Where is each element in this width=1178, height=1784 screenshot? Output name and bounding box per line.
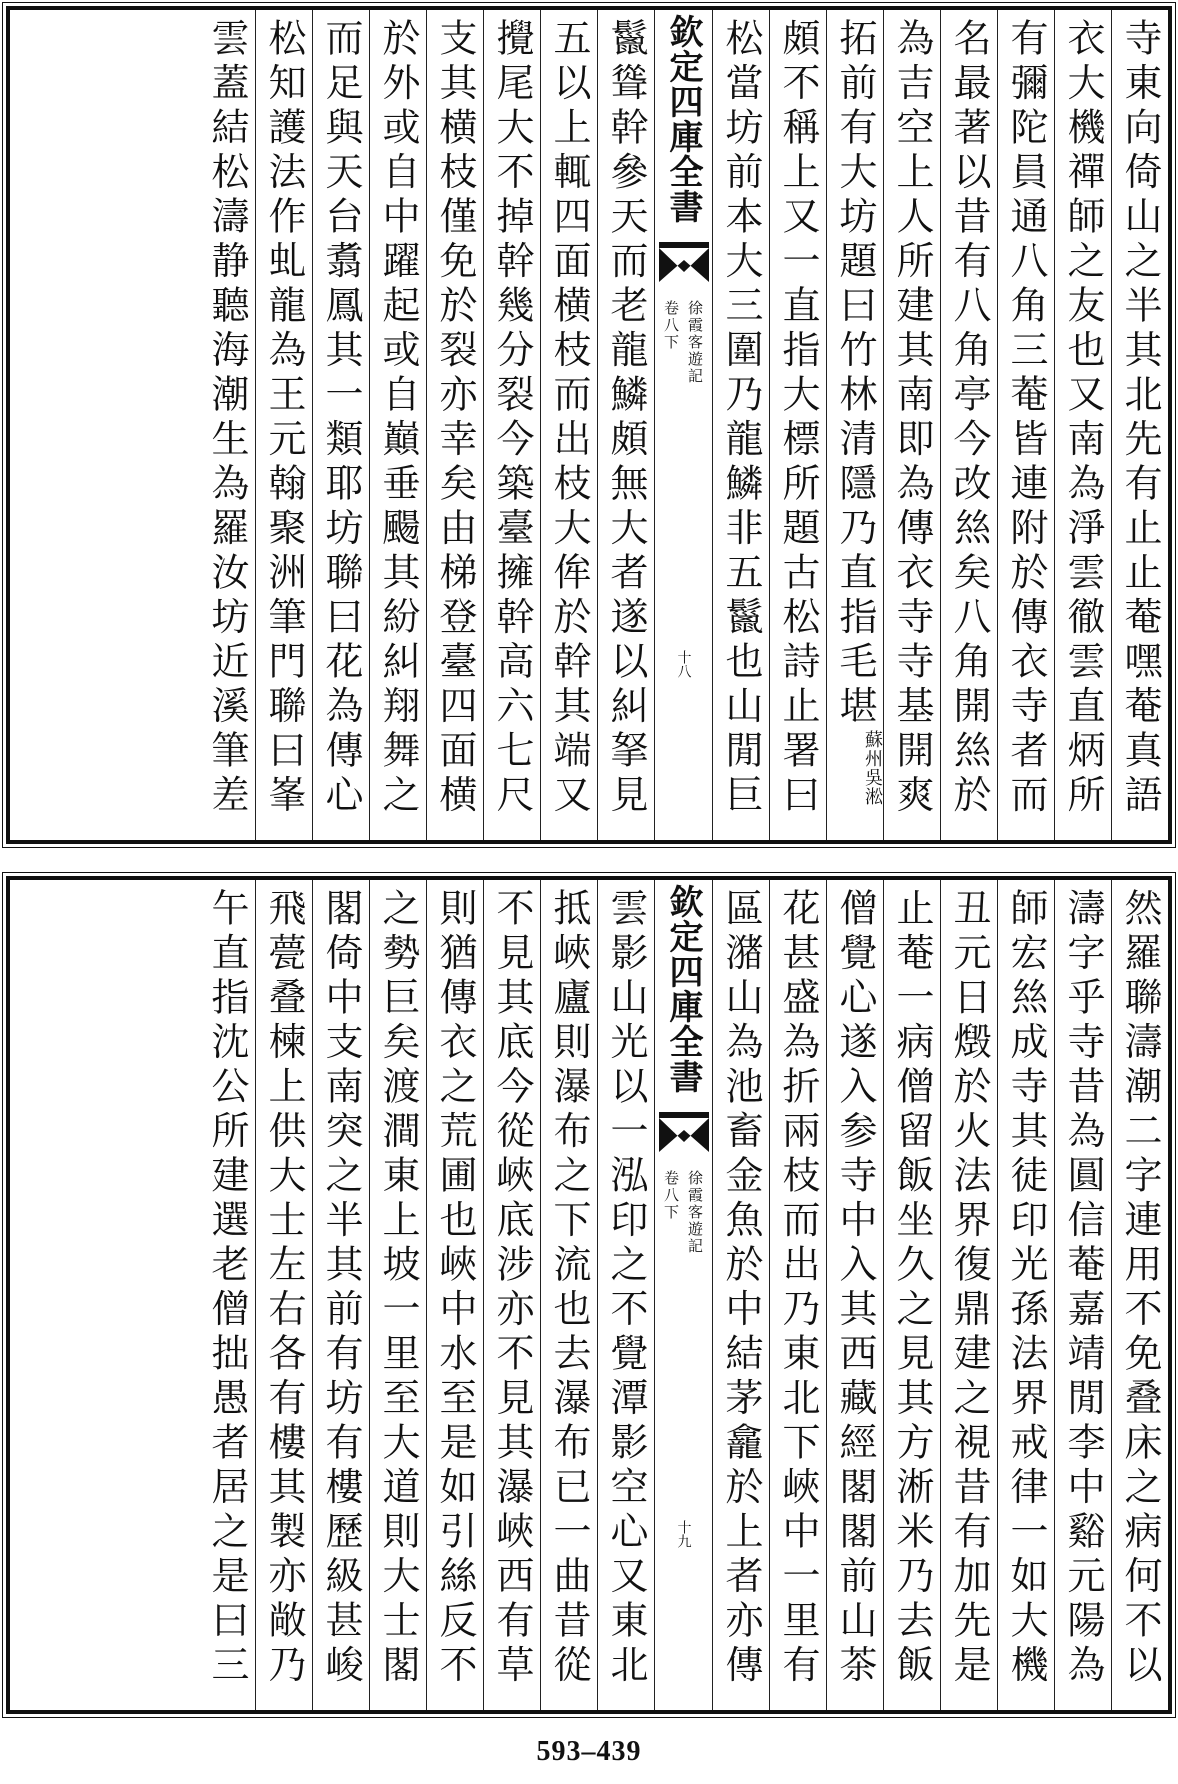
text-column: 午直指沈公所建選老僧拙愚者居之是曰三 xyxy=(205,888,249,1689)
text-column: 松知護法作虬龍為王元翰聚洲筆門聯曰峯 xyxy=(255,10,312,840)
text-column: 五以上輒四面横枝而出枝大侔於幹其端又 xyxy=(540,10,597,840)
volume-label: 卷八下 xyxy=(662,1170,680,1221)
text-column: 雲影山光以一泓印之不覺潭影空心又東北 xyxy=(597,880,654,1710)
text-column: 飛甍叠楝上供大士左右各有樓其製亦敞乃 xyxy=(255,880,312,1710)
text-column: 衣大機禪師之友也又南為淨雲徹雲直炳所 xyxy=(1054,10,1111,840)
page-frame-top xyxy=(6,6,1172,844)
column-text: 拓前有大坊題曰竹林清隱乃直指毛堪 xyxy=(833,18,877,730)
text-column: 之勢巨矣渡澗東上坡一里至大道則大士閣 xyxy=(369,880,426,1710)
text-column: 止菴一病僧留飯坐久之見其方淅米乃去飯 xyxy=(883,880,940,1710)
library-title: 欽定四庫全書 xyxy=(663,14,703,224)
note-text: 蘇州 xyxy=(862,730,883,768)
book-info xyxy=(661,300,706,385)
folio-number: 十九 xyxy=(675,1520,692,1548)
text-column: 攪尾大不掉幹幾分裂今築臺擁幹高六七尺 xyxy=(483,10,540,840)
book-info xyxy=(661,1170,706,1255)
text-column: 而足與天台翥鳳其一類耶坊聯曰花為傳心 xyxy=(312,10,369,840)
text-column: 雲蓋結松濤静聽海潮生為羅汝坊近溪筆差 xyxy=(205,18,249,819)
book-title: 徐霞客遊記 xyxy=(686,300,704,385)
text-column: 為吉空上人所建其南即為傳衣寺寺基開爽 xyxy=(883,10,940,840)
fish-tail-mark-icon xyxy=(659,1112,709,1152)
text-column: 濤字乎寺昔為圓信菴嘉靖閒李中谿元陽為 xyxy=(1054,880,1111,1710)
text-columns-bottom xyxy=(10,880,1168,1710)
fish-tail-mark-icon xyxy=(659,242,709,282)
book-title: 徐霞客遊記 xyxy=(686,1170,704,1255)
text-column: 有彌陀員通八角三菴皆連附於傳衣寺者而 xyxy=(997,10,1054,840)
text-column: 則猶傳衣之荒圃也峽中水至是如引絲反不 xyxy=(426,880,483,1710)
text-column: 於外或自中躍起或自巔垂颺其紛糾翔舞之 xyxy=(369,10,426,840)
text-column: 閣倚中支南突之半其前有坊有樓歷級甚峻 xyxy=(312,880,369,1710)
page-number: 593–439 xyxy=(536,1736,642,1767)
center-fold-top xyxy=(654,10,712,840)
center-fold-bottom xyxy=(654,880,712,1710)
text-column: 師宏𢇁成寺其徒印光孫法界戒律一如大機 xyxy=(997,880,1054,1710)
text-column: 寺東向倚山之半其北先有止止菴嘿菴真語 xyxy=(1111,10,1168,840)
text-column: 鬣聳幹參天而老龍鱗頗無大者遂以糾拏見 xyxy=(597,10,654,840)
interlinear-note xyxy=(861,730,883,806)
text-column: 然羅聯濤潮二字連用不免叠床之病何不以 xyxy=(1111,880,1168,1710)
text-column: 花甚盛為折兩枝而出乃東北下峽中一里有 xyxy=(769,880,826,1710)
note-text: 吳淞 xyxy=(862,768,883,806)
text-column: 丑元日燬於火法界復鼎建之視昔有加先是 xyxy=(940,880,997,1710)
page-frame-bottom xyxy=(6,876,1172,1714)
text-column: 名最著以昔有八角亭今改𢇁矣八角開𢇁於 xyxy=(940,10,997,840)
text-column: 松當坊前本大三圍乃龍鱗非五鬣也山閒巨 xyxy=(712,10,769,840)
volume-label: 卷八下 xyxy=(662,300,680,351)
folio-number: 十八 xyxy=(675,650,692,678)
text-column: 僧覺心遂入参寺中入其西藏經閣閣前山茶 xyxy=(826,880,883,1710)
text-column-with-note xyxy=(826,10,883,840)
text-column: 不見其底今從峽底涉亦不見其瀑峽西有草 xyxy=(483,880,540,1710)
text-column: 抵峽廬則瀑布之下流也去瀑布已一曲昔從 xyxy=(540,880,597,1710)
text-column: 頗不稱上又一直指大標所題古松詩止署曰 xyxy=(769,10,826,840)
text-column: 區潴山為池畜金魚於中結茅龕於上者亦傳 xyxy=(712,880,769,1710)
text-column: 支其横枝僅免於裂亦幸矣由梯登臺四面横 xyxy=(426,10,483,840)
text-columns-top xyxy=(10,10,1168,840)
library-title: 欽定四庫全書 xyxy=(663,884,703,1094)
